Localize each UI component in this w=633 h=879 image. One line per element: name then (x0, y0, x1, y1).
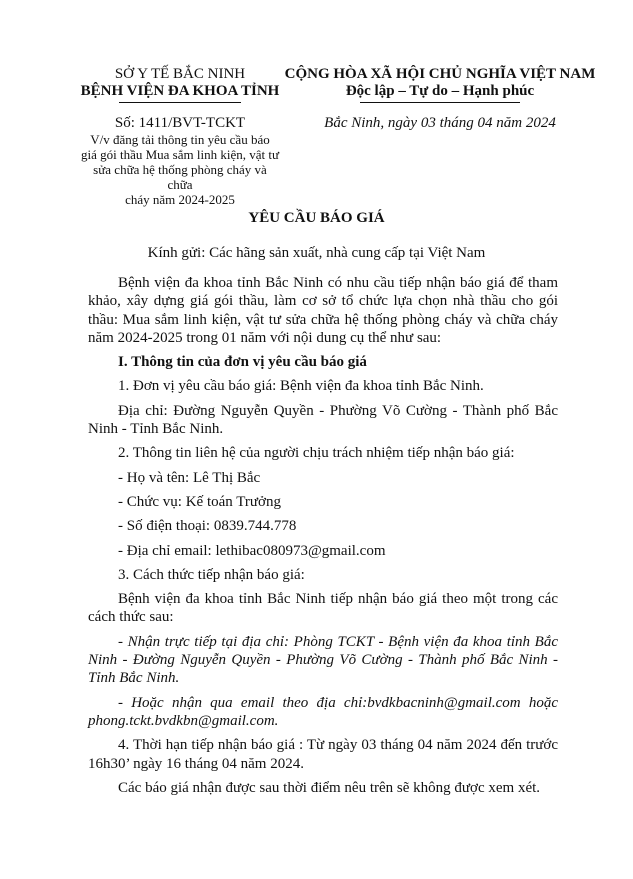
subject-line: sửa chữa hệ thống phòng cháy và chữa (93, 162, 267, 192)
document-title: YÊU CẦU BÁO GIÁ (248, 210, 385, 226)
hospital-name: BỆNH VIỆN ĐA KHOA TỈNH (80, 83, 280, 99)
intro-paragraph: Bệnh viện đa khoa tỉnh Bắc Ninh có nhu cầu tiếp nhận báo giá để tham khảo, xây dựng giá gói thầu, làm cơ sở tổ chức lựa chọn nhà thầu cho gói thầu: Mua sắm linh kiện, vật tư sửa chữa hệ thống phòng cháy và chữa cháy năm 2024-2025 trong 01 năm với nội dung cụ thể như sau: (88, 275, 558, 346)
contact-heading: 2. Thông tin liên hệ của người chịu trách nhiệm tiếp nhận báo giá: (118, 445, 515, 462)
agency-name: SỞ Y TẾ BẮC NINH (114, 66, 246, 82)
contact-name: - Họ và tên: Lê Thị Bắc (118, 469, 261, 486)
contact-email: - Địa chỉ email: lethibac080973@gmail.com (118, 542, 386, 559)
header-left (80, 66, 280, 207)
document-number: Số: 1411/BVT-TCKT (114, 115, 246, 131)
receipt-method-description: Bệnh viện đa khoa tỉnh Bắc Ninh tiếp nhận báo giá theo một trong các cách thức sau: (88, 591, 558, 626)
header-right (275, 66, 605, 132)
section-heading: I. Thông tin của đơn vị yêu cầu báo giá (118, 354, 367, 371)
header-right-underline (360, 102, 520, 103)
receipt-method-email: - Hoặc nhận qua email theo địa chỉ:bvdkbacninh@gmail.com hoặc phong.tckt.bvdkbn@gmail.com. (88, 694, 558, 729)
document-body (88, 265, 558, 797)
motto: Độc lập – Tự do – Hạnh phúc (345, 83, 535, 99)
subject-line: giá gói thầu Mua sắm linh kiện, vật tư (80, 147, 280, 162)
place-date: Bắc Ninh, ngày 03 tháng 04 năm 2024 (324, 115, 556, 131)
greeting: Kính gửi: Các hãng sản xuất, nhà cung cấp tại Việt Nam (147, 245, 486, 261)
subject-line: V/v đăng tải thông tin yêu cầu báo (90, 132, 270, 147)
address: Địa chỉ: Đường Nguyễn Quyền - Phường Võ Cường - Thành phố Bắc Ninh - Tỉnh Bắc Ninh. (88, 402, 558, 438)
header-left-underline (119, 102, 241, 103)
contact-phone: - Số điện thoại: 0839.744.778 (118, 518, 297, 535)
late-submission-note: Các báo giá nhận được sau thời điểm nêu trên sẽ không được xem xét. (118, 779, 541, 796)
deadline: 4. Thời hạn tiếp nhận báo giá : Từ ngày 03 tháng 04 năm 2024 đến trước 16h30’ ngày 16 tháng 04 năm 2024. (88, 737, 558, 772)
receipt-method-direct: - Nhận trực tiếp tại địa chỉ: Phòng TCKT - Bệnh viện đa khoa tỉnh Bắc Ninh - Đường Nguyễn Quyền - Phường Võ Cường - Thành phố Bắc Ninh - Tỉnh Bắc Ninh. (88, 633, 558, 687)
requesting-unit: 1. Đơn vị yêu cầu báo giá: Bệnh viện đa khoa tỉnh Bắc Ninh. (118, 378, 484, 395)
nation-name: CỘNG HÒA XÃ HỘI CHỦ NGHĨA VIỆT NAM (284, 66, 596, 82)
contact-position: - Chức vụ: Kế toán Trưởng (118, 493, 281, 510)
subject-line: cháy năm 2024-2025 (125, 192, 235, 207)
receipt-method-heading: 3. Cách thức tiếp nhận báo giá: (118, 566, 305, 583)
